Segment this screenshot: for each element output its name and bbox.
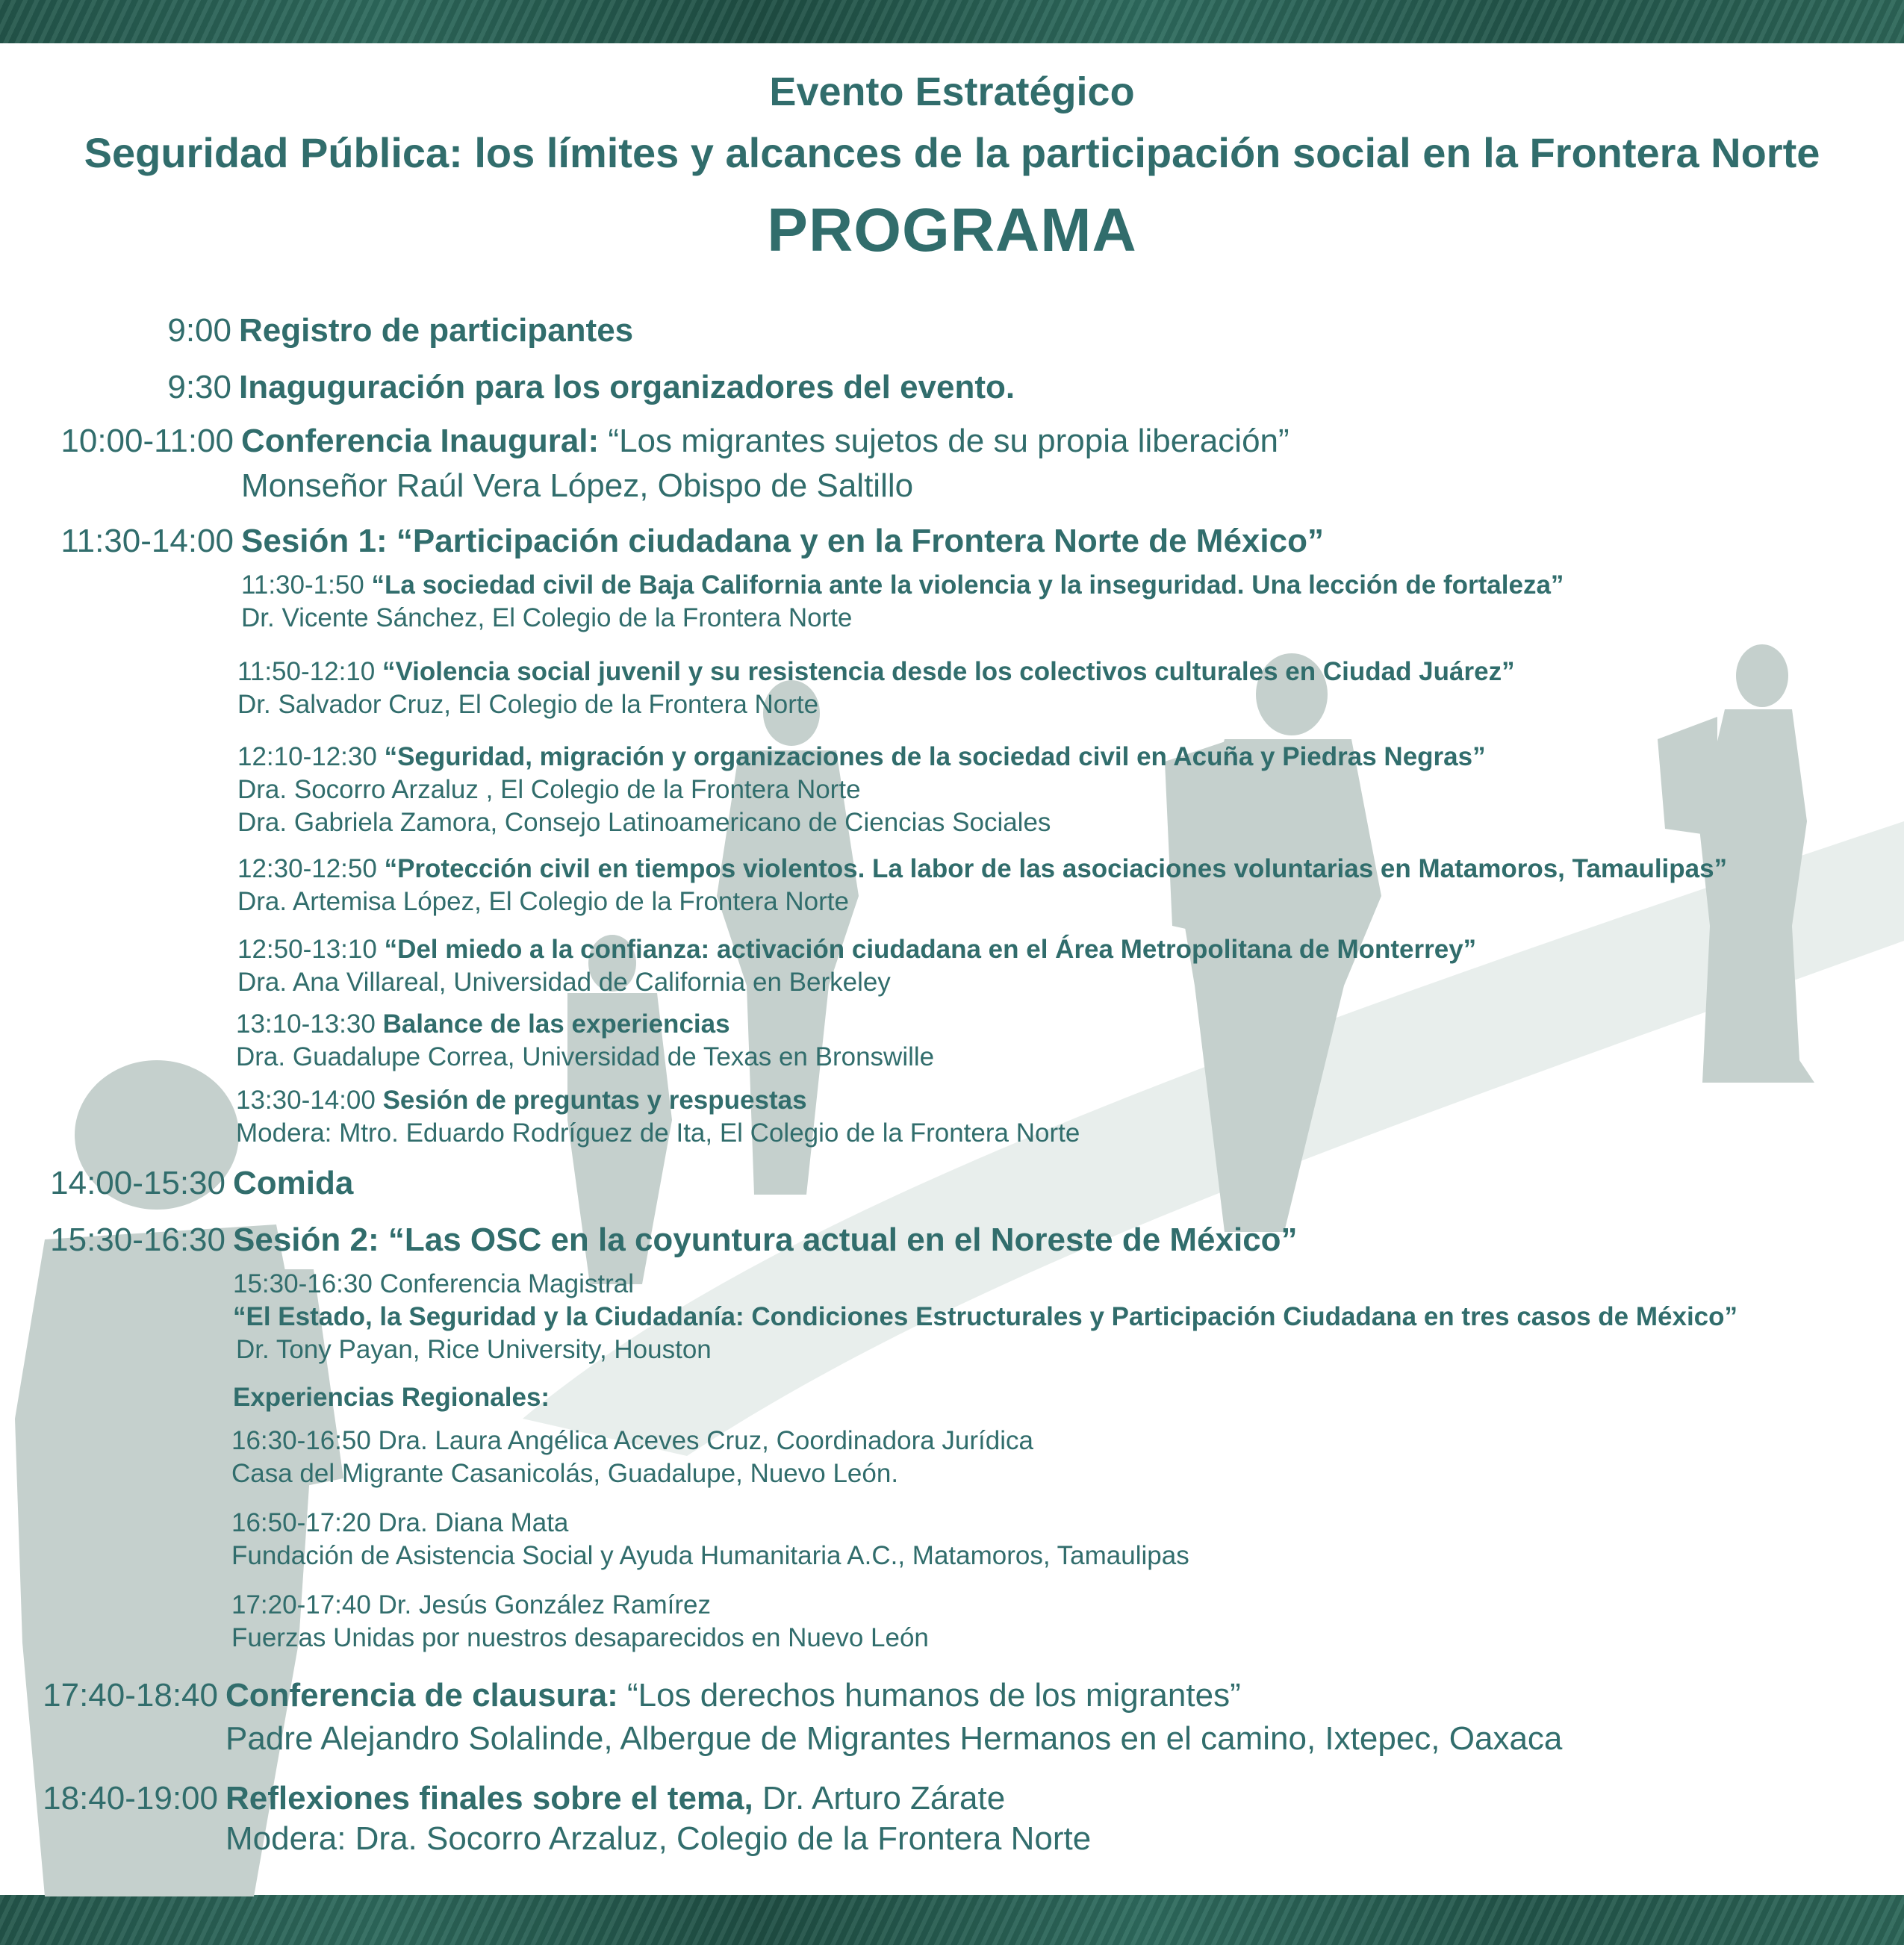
talk-title: “La sociedad civil de Baja California ante la violencia y la inseguridad. Una lección de fortaleza”	[371, 570, 1564, 600]
row-time: 11:30-14:00	[60, 523, 234, 559]
talk-time: 11:30-1:50	[241, 570, 372, 600]
row-title: Registro de participantes	[239, 312, 634, 349]
schedule-row-conferencia-inaugural	[0, 423, 1904, 464]
speaker-line: Dra. Gabriela Zamora, Consejo Latinoamericano de Ciencias Sociales	[237, 808, 1051, 837]
regional-line: Fundación de Asistencia Social y Ayuda Humanitaria A.C., Matamoros, Tamaulipas	[231, 1541, 1189, 1570]
moderator-line: Modera: Dra. Socorro Arzaluz, Colegio de la Frontera Norte	[225, 1820, 1092, 1857]
regional-heading: Experiencias Regionales:	[233, 1383, 550, 1412]
talk-line	[237, 935, 1476, 965]
row-title: Conferencia de clausura:	[225, 1677, 618, 1714]
row-title: Comida	[233, 1165, 354, 1201]
talk-time: 15:30-16:30	[233, 1269, 380, 1298]
row-title: Inaguguración para los organizadores del evento.	[239, 369, 1015, 405]
talk-title: “Seguridad, migración y organizaciones de la sociedad civil en Acuña y Piedras Negras”	[384, 742, 1486, 771]
talk-time: 11:50-12:10	[237, 657, 382, 686]
speaker-line: Monseñor Raúl Vera López, Obispo de Saltillo	[241, 467, 914, 504]
talk-title: Sesión de preguntas y respuestas	[382, 1086, 807, 1115]
schedule-row-sesion2	[0, 1222, 1904, 1263]
talk-line	[236, 1086, 807, 1115]
talk-title: Balance de las experiencias	[382, 1009, 730, 1039]
row-time: 15:30-16:30	[50, 1222, 225, 1258]
row-time: 14:00-15:30	[50, 1165, 225, 1201]
speaker-line: Dr. Vicente Sánchez, El Colegio de la Frontera Norte	[241, 603, 853, 632]
talk-label: Conferencia Magistral	[379, 1269, 634, 1298]
event-subtitle: Seguridad Pública: los límites y alcances de la participación social en la Frontera Norte	[84, 129, 1820, 176]
speaker-line: Modera: Mtro. Eduardo Rodríguez de Ita, El Colegio de la Frontera Norte	[236, 1118, 1080, 1148]
row-time: 10:00-11:00	[60, 423, 234, 459]
talk-line	[236, 1009, 730, 1039]
regional-line: 17:20-17:40 Dr. Jesús González Ramírez	[231, 1590, 711, 1619]
talk-time: 12:50-13:10	[237, 935, 385, 964]
talk-line	[237, 742, 1486, 772]
speaker-line: Dra. Ana Villareal, Universidad de California en Berkeley	[237, 968, 891, 997]
talk-title: “Los derechos humanos de los migrantes”	[617, 1677, 1241, 1714]
talk-time: 12:10-12:30	[237, 742, 385, 771]
row-title: Sesión 1: “Participación ciudadana y en la Frontera Norte de México”	[241, 523, 1324, 559]
schedule-row-clausura	[0, 1677, 1904, 1719]
speaker-line: Padre Alejandro Solalinde, Albergue de Migrantes Hermanos en el camino, Ixtepec, Oaxaca	[225, 1720, 1563, 1757]
talk-time: 13:10-13:30	[236, 1009, 383, 1039]
row-time: 9:30	[167, 369, 231, 405]
row-title: Reflexiones finales sobre el tema,	[225, 1780, 753, 1817]
row-time: 17:40-18:40	[43, 1677, 218, 1714]
talk-time: 13:30-14:00	[236, 1086, 383, 1115]
schedule-row-reflexiones	[0, 1780, 1904, 1822]
regional-line: Casa del Migrante Casanicolás, Guadalupe, Nuevo León.	[231, 1459, 899, 1488]
talk-line	[237, 854, 1727, 884]
speaker-line: Dra. Socorro Arzaluz , El Colegio de la Frontera Norte	[237, 775, 861, 804]
schedule-row-registro	[0, 312, 1904, 354]
talk-title: “Violencia social juvenil y su resistencia desde los colectivos culturales en Ciudad Juárez”	[382, 657, 1515, 686]
schedule-row-inauguracion	[0, 369, 1904, 411]
schedule-row-comida	[0, 1165, 1904, 1207]
speaker-line: Dra. Guadalupe Correa, Universidad de Texas en Bronswille	[236, 1042, 935, 1071]
event-label: Evento Estratégico	[769, 69, 1135, 114]
row-time: 18:40-19:00	[43, 1780, 218, 1817]
talk-line	[237, 657, 1515, 687]
row-title: Sesión 2: “Las OSC en la coyuntura actual en el Noreste de México”	[233, 1222, 1298, 1258]
regional-line: Fuerzas Unidas por nuestros desaparecidos en Nuevo León	[231, 1623, 929, 1652]
talk-title: “Protección civil en tiempos violentos. La labor de las asociaciones voluntarias en Matamoros, Tamaulipas”	[384, 854, 1728, 883]
program-heading: PROGRAMA	[767, 196, 1137, 264]
row-time: 9:00	[167, 312, 231, 349]
speaker-line: Dra. Artemisa López, El Colegio de la Frontera Norte	[237, 887, 849, 916]
schedule-row-sesion1	[0, 523, 1904, 564]
magistral-title: “El Estado, la Seguridad y la Ciudadanía: Condiciones Estructurales y Participación Ciudadana en tres casos de México”	[233, 1302, 1738, 1331]
speaker-line: Dr. Tony Payan, Rice University, Houston	[236, 1335, 712, 1364]
magistral-line	[233, 1269, 634, 1299]
row-title: Conferencia Inaugural:	[241, 423, 600, 459]
regional-line: 16:30-16:50 Dra. Laura Angélica Aceves Cruz, Coordinadora Jurídica	[231, 1426, 1033, 1455]
talk-line	[241, 570, 1564, 600]
talk-title: “Del miedo a la confianza: activación ciudadana en el Área Metropolitana de Monterrey”	[384, 935, 1477, 964]
talk-time: 12:30-12:50	[237, 854, 385, 883]
regional-line: 16:50-17:20 Dra. Diana Mata	[231, 1508, 569, 1537]
talk-title: “Los migrantes sujetos de su propia liberación”	[599, 423, 1289, 459]
speaker-line: Dr. Salvador Cruz, El Colegio de la Frontera Norte	[237, 690, 819, 719]
speaker-name: Dr. Arturo Zárate	[753, 1780, 1006, 1817]
